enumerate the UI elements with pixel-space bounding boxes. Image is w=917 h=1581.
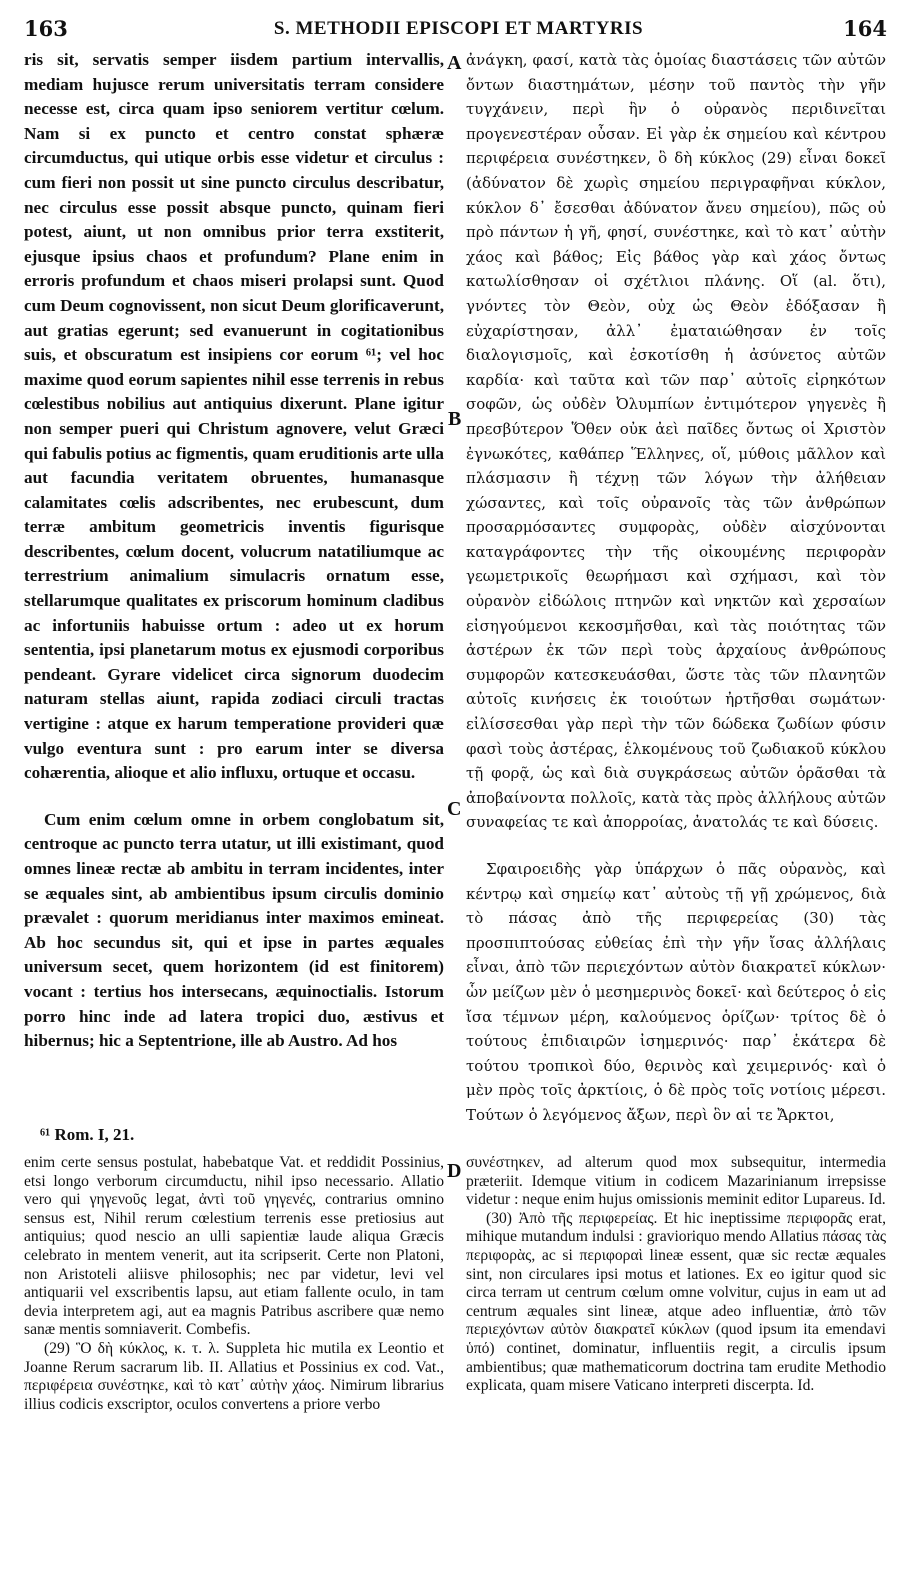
- margin-letter-a: A: [447, 52, 462, 74]
- margin-letter-b: B: [448, 408, 462, 430]
- notes-left-column: [24, 1154, 444, 1574]
- notes-right-column: [466, 1154, 886, 1574]
- note-30: (30) Ἀπὸ τῆς περιφερείας. Et hic ineptissime περιφορᾶς erat, mihique mutandum indulsi : gravioriquo mendo Allatius πάσας τὰς περιφορὰς, ac si περιφοραὶ lineæ essent, quæ sic rectæ æquales sint, non circulares ipsi motus et lationes. Ex eo igitur quod sic circa terram ut centrum cœlum omne volvitur, cujus in eam ut ad centrum æquales sint lineæ, atque adeo influentiæ, ἀπὸ τῶν περιεχόντων αὐτὸν διακρατεῖ κύκλων (quod ipsum ita emendavi ὑπό) continet, dominatur, influentiis regit, a circulis ipsum ambientibus; quæ mathematicorum doctrina tam erudite Methodio explicata, quam misere Vaticano interpreti discerpta. Id.: [466, 1209, 886, 1395]
- latin-paragraph-2: Cum enim cœlum omne in orbem conglobatum sit, centroque ac puncto terra utatur, ut illi existimant, quod omnes lineæ rectæ ab ambitu in terram incidentes, inter se æquales sint, ab ambientibus ipsum circulis dominio prævalet : quorum meridianus inter maximos emineat. Ab hoc secundus sit, qui et ipse in partes æquales universum secet, quem horizontem (id est finitorem) vocant : tertius hos intersecans, æquinoctialis. Istorum porro hinc inde ad latera tropici duo, æstivus et hibernus; hic a Septentrione, ille ab Austro. Ad hos: [24, 809, 444, 1051]
- greek-column: [466, 48, 886, 1124]
- margin-letter-d: D: [447, 1160, 462, 1182]
- page-number-left: 163: [24, 16, 68, 41]
- note-right-text: συνέστηκεν, ad alterum quod mox subsequitur, intermedia præteriit. Idemque vitium in codicem Mazarinianum irrepsisse videtur : neque enim hujus omissionis meminit editor Lupareus. Id.: [466, 1154, 886, 1209]
- latin-column: [24, 48, 444, 1051]
- footnote-reference: ⁶¹ Rom. I, 21.: [40, 1125, 135, 1144]
- running-title: S. METHODII EPISCOPI ET MARTYRIS: [273, 18, 644, 39]
- page-number-right: 164: [843, 16, 887, 41]
- latin-paragraph-1: ris sit, servatis semper iisdem partium intervallis, mediam hujusce rerum universitatis terram considere necesse est, circa quam ipso seniorem vertitur cœlum. Nam si ex puncto et centro constat sphæræ circumductus, qui utique orbis esse videtur et circulus : cum fieri non possit ut sine puncto circulus describatur, nec circulus esse possit absque puncto, quinam fieri potest, aiunt, ut non omnibus prior terra exstiterit, ejusque ipsius chaos et profundum? Plane enim in erroris profundum et chaos miseri prolapsi sunt. Quod cum Deum cognovissent, non sicut Deum glorificaverunt, aut gratias egerunt; sed evanuerunt in cogitationibus suis, et obscuratum est insipiens cor eorum ⁶¹; vel hoc maxime quod eorum sapientes nihil esse terrenis in rebus cœlestibus nobilius aut antiquius dixerunt. Plane igitur non semper pueri qui Christum agnovere, velut Græci qui fabulis potius ac figmentis, quam eruditionis arte ulla aut facundia veritatem obruentes, humanasque calamitates cœlis adscribentes, nec erubescunt, dum terræ ambitum geometricis inventis figurisque describentes, cœlum docent, volucrum natatiliumque ac terrestrium animalium simulacris ornatum esse, stellarumque qualitates ex priscorum hominum cladibus ac infortuniis habuisse ortum : adeo ut ex horum sententia, ipsi planetarum motus ex ejusmodi corporibus pendeant. Gyrare videlicet circa signorum duodecim naturam stellas aiunt, rapida zodiaci circuli tractas vertigine : atque ex harum temperatione provideri quæ vulgo eventura sunt : pro earum inter se diversa cohærentia, alioque et alio influxu, ortuque et occasu.: [24, 50, 444, 783]
- greek-paragraph-1: ἀνάγκη, φασί, κατὰ τὰς ὁμοίας διαστάσεις τῶν αὐτῶν ὄντων διαστημάτων, μέσην τοῦ παντὸς τὴν γῆν τυγχάνειν, περὶ ἣν ὁ οὐρανὸς περιδινεῖται προγενεστέραν οὖσαν. Εἰ γὰρ ἐκ σημείου καὶ κέντρου περιφέρεια συνέστηκεν, ὃ δὴ κύκλος (29) εἶναι δοκεῖ (ἀδύνατον δὲ χωρὶς σημείου περιγραφῆναι κύκλον, κύκλον δ᾽ ἔσεσθαι ἀδύνατον ἄνευ σημείου), πῶς οὐ πρὸ πάντων ἡ γῆ, φησί, συνέστηκε, καὶ τὸ κατ᾽ αὐτὴν χάος καὶ βάθος; Εἰς βάθος γὰρ καὶ χάος ὄντως κατωλίσθησαν οἱ σχέτλιοι πλάνης. Οἵ (al. ὅτι), γνόντες τὸν Θεὸν, οὐχ ὡς Θεὸν ἐδόξασαν ἢ εὐχαρίστησαν, ἀλλ᾽ ἐματαιώθησαν ἐν τοῖς διαλογισμοῖς, καὶ ἐσκοτίσθη ἡ ἀσύνετος αὐτῶν καρδία· καὶ ταῦτα καὶ τῶν παρ᾽ αὐτοῖς εἰρηκότων σοφῶν, ὡς οὐδὲν Ὀλυμπίων ἐντιμότερον γηγενὲς ἢ πρεσβύτερον Ὅθεν οὐκ ἀεὶ παῖδες ὄντως οἱ Χριστὸν ἐγνωκότες, καθάπερ Ἕλληνες, οἵ, μύθοις μᾶλλον καὶ πλάσμασιν ἢ τέχνῃ τῶν λόγων τὴν ἀλήθειαν χώσαντες, καὶ τοῖς οὐρανοῖς τὰς τῶν ἀνθρώπων προσαρμόσαντες συμφορὰς, οὐδὲν αἰσχύνονται καταγράφοντες τὴν τῆς οἰκουμένης περιφορὰν γεωμετρικοῖς θεωρήμασι καὶ σχήμασι, καὶ τὸν οὐρανὸν εἰδώλοις πτηνῶν καὶ νηκτῶν καὶ χερσαίων εἰσηγούμενοι κεκοσμῆσθαι, καὶ τὰς ποιότητας τῶν ἀστέρων ἐκ τῶν περὶ τοὺς ἀρχαίους ἀνθρώπους συμφορῶν κατεσκευάσθαι, ὥστε τὰς τῶν πλανητῶν αὐτοῖς κινήσεις ἐκ τοιούτων ἠρτῆσθαι σωμάτων· εἰλίσσεσθαι γὰρ περὶ τὴν τῶν δώδεκα ζωδίων φύσιν φασὶ τοὺς ἀστέρας, ἑλκομένους τοῦ ζωδιακοῦ κύκλου τῇ φορᾷ, ὡς καὶ διὰ συγκράσεως αὐτῶν ὁρᾶσθαι τὰ ἀποβαίνοντα πολλοῖς, κατὰ τὰς πρὸς ἀλλήλους αὐτῶν συναφείας τε καὶ ἀπορροίας, ἀνατολάς τε καὶ δύσεις.: [466, 51, 886, 832]
- margin-letter-c: C: [447, 798, 462, 820]
- greek-paragraph-2: Σφαιροειδὴς γὰρ ὑπάρχων ὁ πᾶς οὐρανὸς, καὶ κέντρῳ καὶ σημείῳ κατ᾽ αὐτοὺς τῇ γῇ χρώμενος, διὰ τὸ πάσας ἀπὸ τῆς περιφερείας (30) τὰς προσπιπτούσας εὐθείας ἐπὶ τὴν γῆν ἴσας ἀλλήλαις εἶναι, ἀπὸ τῶν περιεχόντων αὐτὸν διακρατεῖ κύκλων· ὧν μείζων μὲν ὁ μεσημερινὸς δοκεῖ· καὶ δεύτερος ὁ εἰς ἴσα τέμνων μέρη, καλούμενος ὁρίζων· τρίτος δὲ ὁ τούτους ἐπιδιαιρῶν ἰσημερινός· παρ᾽ ἑκάτερα δὲ τούτου τροπικοὶ δύο, θερινὸς καὶ χειμερινός· καὶ ὁ μὲν πρὸς τοῖς ἀρκτίοις, ὁ δὲ πρὸς τοῖς νοτίοις μέρεσι. Τούτων ὁ λεγόμενος ἄξων, περὶ ὃν αἱ τε Ἄρκτοι,: [466, 860, 886, 1124]
- page-header: [0, 12, 917, 46]
- note-left-text: enim certe sensus postulat, habebatque Vat. et reddidit Possinius, etsi longo verborum circumductu, nihil ipso necessario. Allatio vero qui γηγενοῦς legat, ἀντὶ τοῦ γηγενές, contrarius omnino sensus est, Nihil rerum cœlestium terrenis esse pretiosius aut antiquius; quod nescio an ulli sapientiæ laude aliqua Græcis celebrato in mentem venerit, aut ita scripserit. Certe non Platoni, non Aristoteli aliisve philosophis; nec par videtur, levi vel antiquarii vel exscribentis lapsu, aut etiam fallente oculo, in tam devia interpretem agi, aut ea magnis Patribus ascribere quæ nemo sanæ mentis somniaverit. Combefis.: [24, 1154, 444, 1339]
- note-29: (29) Ὃ δὴ κύκλος, κ. τ. λ. Suppleta hic mutila ex Leontio et Joanne Rerum sacrarum lib. II. Allatius et Possinius ex cod. Vat., περιφέρεια συνέστηκε, καὶ τὸ κατ᾽ αὐτὴν χάος. Nimirum librarius illius codicis exscriptor, oculos convertens a priore verbo: [24, 1339, 444, 1413]
